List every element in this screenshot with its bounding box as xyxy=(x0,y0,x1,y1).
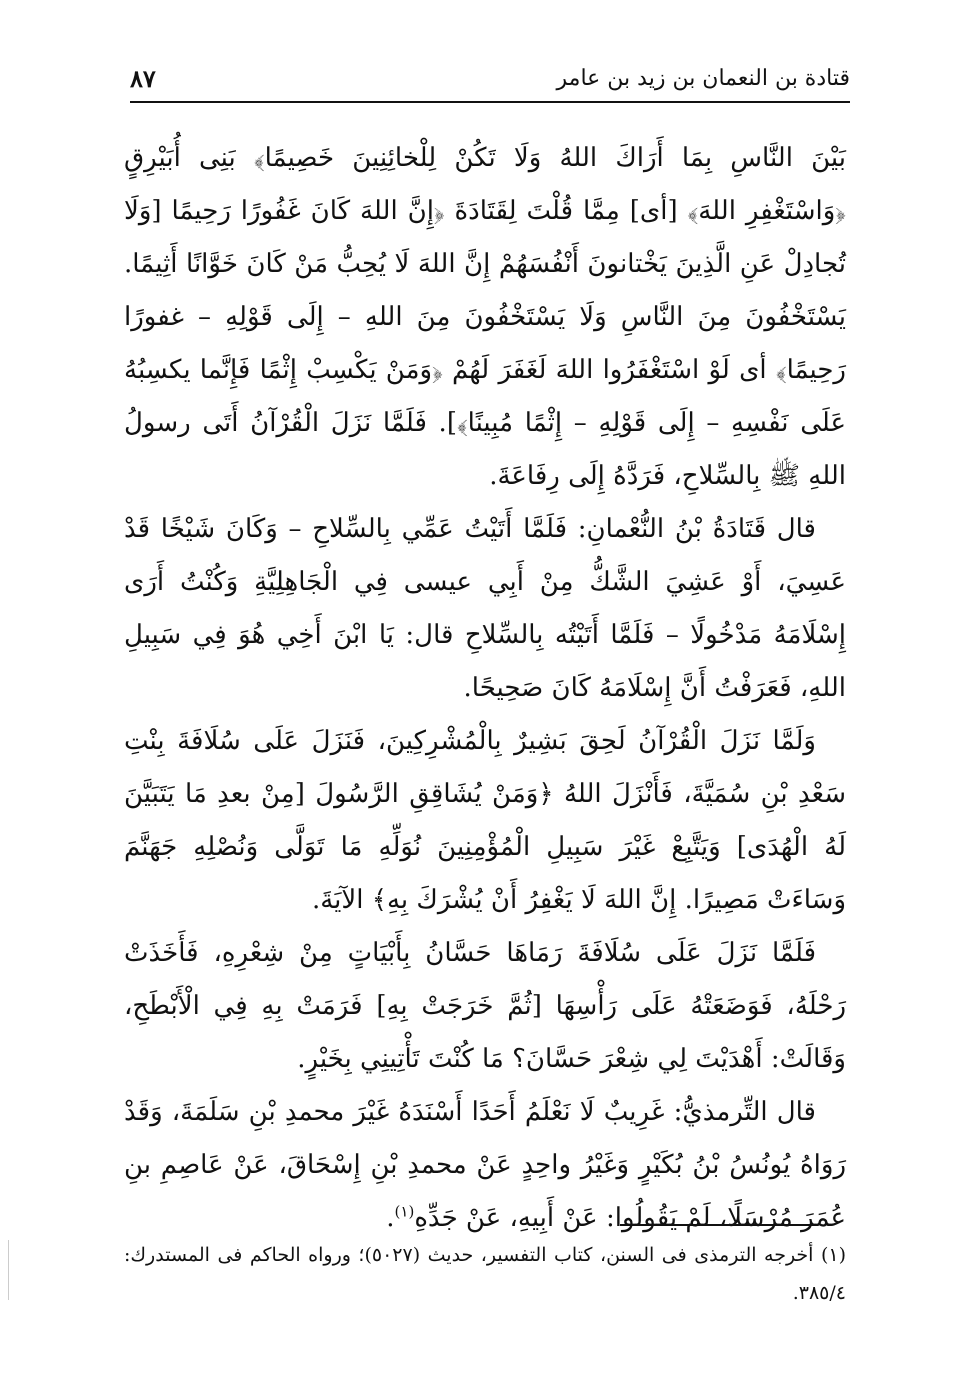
page-number: ٨٧ xyxy=(130,63,156,93)
footnote-marker: (١) xyxy=(394,1202,415,1221)
paragraph-5 xyxy=(124,1086,846,1245)
paragraph-3: وَلَمَّا نَزَلَ الْقُرْآنُ لَحِقَ بَشِيرٌ بِالْمُشْرِكِينَ، فَنَزَلَ عَلَى سُلَافَةَ بِنْتِ سَعْدِ بْنِ سُمَيَّةَ، فَأَنْزَلَ اللهُ ﴿وَمَنْ يُشَاقِقِ الرَّسُولَ [مِنْ بعدِ مَا يَتَبَيَّنَ لَهُ الْهُدَى] وَيَتَّبِعْ غَيْرَ سَبِيلِ الْمُؤْمِنِينَ نُوَلِّهِ مَا تَوَلَّى وَنُصْلِهِ جَهَنَّمَ وَسَاءَتْ مَصِيرًا. إِنَّ اللهَ لَا يَغْفِرُ أَنْ يُشْرَكَ بِهِ﴾ الآيَةَ. xyxy=(124,726,846,915)
paragraph-4: فَلَمَّا نَزَلَ عَلَى سُلَافَةَ رَمَاهَا حَسَّانُ بِأَبْيَاتٍ مِنْ شِعْرِهِ، فَأَخَذَتْ رَحْلَهُ، فَوَضَعَتْهُ عَلَى رَأْسِهَا [ثُمَّ خَرَجَتْ بِهِ] فَرَمَتْ بِهِ فِي الْأَبْطَحِ، وَقَالَتْ: أَهْدَيْتَ لِي شِعْرَ حَسَّانَ؟ مَا كُنْتَ تَأْتِينِي بِخَيْرٍ. xyxy=(124,938,846,1074)
paragraph-1: بَيْنَ النَّاسِ بِمَا أَرَاكَ اللهُ وَلَا تَكُنْ لِلْخائِنِينَ خَصِيمًا﴾ بَنِى أُبَيْرِقٍ ﴿وَاسْتَغْفِرِ اللهَ﴾ [أى] مِمَّا قُلْتَ لِقَتَادَةَ ﴿إِنَّ اللهَ كَانَ غَفُورًا رَحِيمًا [وَلَا تُجادِلْ عَنِ الَّذِينَ يَخْتانونَ أَنْفُسَهُمْ إِنَّ اللهَ لَا يُحِبُّ مَنْ كَانَ خَوَّانًا أَثِيمًا. يَسْتَخْفُونَ مِنَ النَّاسِ وَلَا يَسْتَخْفُونَ مِنَ اللهِ – إِلَى قَوْلِهِ – غفورًا رَحِيمًا﴾ أى لَوْ اسْتَغْفَرُوا اللهَ لَغَفَرَ لَهُمْ ﴿وَمَنْ يَكْسِبْ إِثْمًا فَإِنَّما يكسِبُهُ عَلَى نَفْسِهِ – إِلَى قَوْلِهِ – إِثْمًا مُبِينًا﴾]. فَلَمَّا نَزَلَ الْقُرْآنُ أَتَى رسولُ اللهِ ﷺ بِالسِّلاحِ، فَرَدَّهُ إِلَى رِفَاعَةَ. xyxy=(124,143,846,491)
running-header xyxy=(130,58,850,98)
paragraph-5-text: قال التِّرمذيُّ: غَرِيبٌ لَا نَعْلَمُ أَحَدًا أَسْنَدَهُ غَيْرَ محمدِ بْنِ سَلَمَةَ، وَقَدْ رَوَاهُ يُونُسُ بْنُ بُكَيْرٍ وَغَيْرُ واحِدٍ عَنْ محمدِ بْنِ إِسْحَاقَ، عَنْ عَاصِمِ بنِ عُمَرَ مُرْسَلًا، لَمْ يَقُولُوا: عَنْ أَبِيهِ، عَنْ جَدِّهِ xyxy=(124,1097,846,1233)
body-text xyxy=(124,132,846,1245)
footnote-rule xyxy=(620,1224,818,1226)
closing-punct: . xyxy=(386,1203,395,1233)
running-title: قتادة بن النعمان بن زيد بن عامر xyxy=(556,65,850,91)
margin-mark xyxy=(8,1240,9,1300)
header-rule xyxy=(130,101,850,103)
paragraph-2: قال قَتَادَةُ بْنُ النُّعْمانِ: فَلَمَّا أَتَيْتُ عَمِّي بِالسِّلاحِ – وَكَانَ شَيْخًا قَدْ عَسِيَ، أَوْ عَشِيَ الشَّكُّ مِنْ أَبِي عيسى فِي الْجَاهِلِيَّةِ وَكُنْتُ أَرَى إِسْلَامَهُ مَدْخُولًا – فَلَمَّا أَتَيْتُه بِالسِّلاحِ قال: يَا ابْنَ أَخِي هُوَ فِي سَبِيلِ اللهِ، فَعَرَفْتُ أَنَّ إِسْلَامَهُ كَانَ صَحِيحًا. xyxy=(124,514,846,703)
footnote: (١) أخرجه الترمذى فى السنن، كتاب التفسير، حديث (٥٠٢٧)؛ ورواه الحاكم فى المستدرك: ٣٨٥/٤. xyxy=(124,1244,847,1304)
